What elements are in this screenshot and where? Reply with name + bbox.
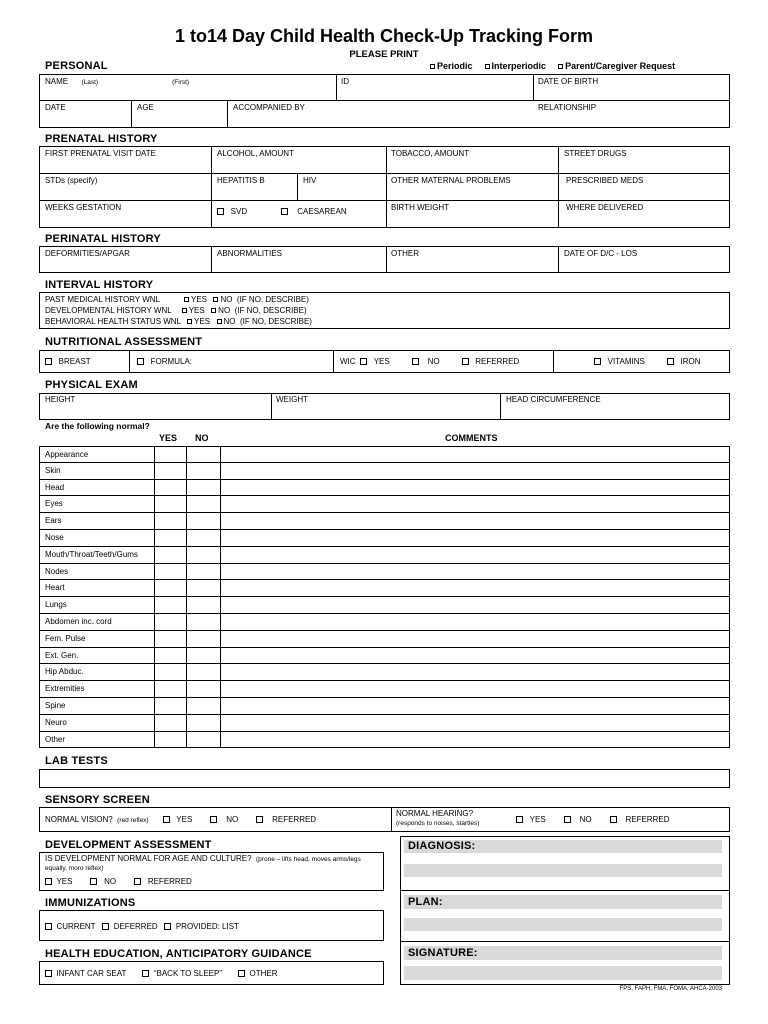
wic-no-checkbox[interactable] bbox=[412, 358, 419, 365]
wic-checkbox[interactable] bbox=[360, 358, 367, 365]
exam-yes-cell[interactable] bbox=[154, 580, 155, 596]
development-no-checkbox[interactable] bbox=[90, 878, 97, 885]
plan-label: PLAN: bbox=[408, 896, 443, 908]
where-delivered-label[interactable]: WHERE DELIVERED bbox=[566, 203, 644, 212]
formula-option: FORMULA: bbox=[137, 357, 192, 366]
exam-comment-cell[interactable] bbox=[220, 732, 221, 748]
name-field-label[interactable]: NAME (Last) (First) bbox=[45, 77, 190, 86]
car-seat-checkbox[interactable] bbox=[45, 970, 52, 977]
exam-no-cell[interactable] bbox=[186, 447, 187, 462]
abnormalities-label[interactable]: ABNORMALITIES bbox=[217, 249, 282, 258]
exam-no-cell[interactable] bbox=[186, 597, 187, 613]
exam-no-cell[interactable] bbox=[186, 681, 187, 697]
exam-no-cell[interactable] bbox=[186, 631, 187, 647]
vitamins-checkbox[interactable] bbox=[594, 358, 601, 365]
deferred-checkbox[interactable] bbox=[102, 923, 109, 930]
weight-label[interactable]: WEIGHT bbox=[276, 395, 308, 404]
education-options: INFANT CAR SEAT “BACK TO SLEEP” OTHER bbox=[45, 969, 277, 978]
exam-yes-cell[interactable] bbox=[154, 681, 155, 697]
exam-comment-cell[interactable] bbox=[220, 631, 221, 647]
exam-item-label: Nose bbox=[45, 533, 64, 542]
date-field-label[interactable]: DATE bbox=[45, 103, 66, 112]
exam-item-label: Skin bbox=[45, 465, 61, 475]
exam-item-label: Hip Abduc. bbox=[45, 667, 84, 677]
parent-request-label: Parent/Caregiver Request bbox=[565, 61, 676, 71]
dev-no-checkbox[interactable] bbox=[211, 308, 216, 313]
development-heading: DEVELOPMENT ASSESSMENT bbox=[45, 839, 212, 851]
prenatal-heading: PRENATAL HISTORY bbox=[45, 133, 158, 145]
lab-tests-field[interactable] bbox=[39, 769, 730, 788]
sensory-heading: SENSORY SCREEN bbox=[45, 794, 150, 806]
education-other-checkbox[interactable] bbox=[238, 970, 245, 977]
exam-item-label: Ears bbox=[45, 516, 62, 526]
current-checkbox[interactable] bbox=[45, 923, 52, 930]
hearing-no-checkbox[interactable] bbox=[564, 816, 571, 823]
vision-referred-checkbox[interactable] bbox=[256, 816, 263, 823]
exam-row bbox=[39, 715, 730, 732]
interperiodic-label: Interperiodic bbox=[491, 61, 547, 71]
exam-row bbox=[39, 614, 730, 631]
exam-comment-cell[interactable] bbox=[220, 447, 221, 462]
id-field-label[interactable]: ID bbox=[341, 77, 349, 86]
caesarean-label: CAESAREAN bbox=[297, 207, 347, 216]
back-to-sleep-checkbox[interactable] bbox=[142, 970, 149, 977]
dev-yes-checkbox[interactable] bbox=[182, 308, 187, 313]
exam-no-cell[interactable] bbox=[186, 664, 187, 680]
vision-yes-checkbox[interactable] bbox=[163, 816, 170, 823]
lab-tests-heading: LAB TESTS bbox=[45, 755, 108, 767]
exam-item-label: Fem. Pulse bbox=[45, 633, 86, 643]
exam-row bbox=[39, 496, 730, 513]
hiv-label[interactable]: HIV bbox=[303, 176, 317, 185]
visit-type-options bbox=[428, 61, 675, 71]
exam-row bbox=[39, 580, 730, 597]
exam-no-cell[interactable] bbox=[186, 496, 187, 512]
exam-item-label: Nodes bbox=[45, 566, 69, 576]
exam-row bbox=[39, 463, 730, 480]
exam-yes-cell[interactable] bbox=[154, 698, 155, 714]
exam-no-cell[interactable] bbox=[186, 715, 187, 731]
exam-row bbox=[39, 480, 730, 497]
svd-checkbox[interactable] bbox=[217, 208, 224, 215]
relationship-field-label[interactable]: RELATIONSHIP bbox=[538, 103, 597, 112]
exam-comment-cell[interactable] bbox=[220, 698, 221, 714]
exam-row bbox=[39, 681, 730, 698]
exam-no-cell[interactable] bbox=[186, 564, 187, 580]
immunization-options: CURRENT DEFERRED PROVIDED: LIST bbox=[45, 922, 239, 931]
exam-item-label: Spine bbox=[45, 701, 66, 710]
dob-field-label[interactable]: DATE OF BIRTH bbox=[538, 77, 599, 86]
exam-yes-cell[interactable] bbox=[154, 664, 155, 680]
exam-item-label: Neuro bbox=[45, 717, 67, 727]
exam-yes-cell[interactable] bbox=[154, 496, 155, 512]
exam-comment-cell[interactable] bbox=[220, 513, 221, 529]
vision-no-checkbox[interactable] bbox=[210, 816, 217, 823]
development-options: YES NO REFERRED bbox=[45, 877, 192, 886]
diagnosis-plan-panel bbox=[400, 836, 730, 985]
other-maternal-label[interactable]: OTHER MATERNAL PROBLEMS bbox=[391, 176, 511, 185]
exam-item-label: Head bbox=[45, 482, 65, 492]
yes-column-header: YES bbox=[159, 433, 178, 443]
iron-checkbox[interactable] bbox=[667, 358, 674, 365]
birth-weight-label[interactable]: BIRTH WEIGHT bbox=[391, 203, 450, 212]
exam-comment-cell[interactable] bbox=[220, 480, 221, 496]
age-field-label[interactable]: AGE bbox=[137, 103, 154, 112]
beh-yes-checkbox[interactable] bbox=[187, 319, 192, 324]
accompanied-field-label[interactable]: ACCOMPANIED BY bbox=[233, 103, 305, 112]
exam-comment-cell[interactable] bbox=[220, 564, 221, 580]
exam-no-cell[interactable] bbox=[186, 463, 187, 479]
plan-field[interactable] bbox=[404, 918, 722, 931]
exam-comment-cell[interactable] bbox=[220, 463, 221, 479]
exam-yes-cell[interactable] bbox=[154, 564, 155, 580]
hearing-options: YES NO REFERRED bbox=[516, 815, 669, 824]
exam-item-label: Lungs bbox=[45, 600, 67, 610]
form-title: 1 to14 Day Child Health Check-Up Tracking Form bbox=[174, 26, 594, 46]
interperiodic-checkbox[interactable] bbox=[485, 64, 490, 69]
development-referred-checkbox[interactable] bbox=[134, 878, 141, 885]
street-drugs-label[interactable]: STREET DRUGS bbox=[564, 149, 627, 158]
exam-row bbox=[39, 631, 730, 648]
exam-row bbox=[39, 446, 730, 463]
hearing-referred-checkbox[interactable] bbox=[610, 816, 617, 823]
head-circumference-label[interactable]: HEAD CIRCUMFERENCE bbox=[506, 395, 601, 404]
perinatal-other-label[interactable]: OTHER bbox=[391, 249, 419, 258]
exam-yes-cell[interactable] bbox=[154, 547, 155, 563]
stds-label[interactable]: STDs (specify) bbox=[45, 176, 98, 185]
development-question: IS DEVELOPMENT NORMAL FOR AGE AND CULTURE? (prone – lifts head, moves arms/legs bbox=[45, 854, 361, 863]
prescribed-meds-label[interactable]: PRESCRIBED MEDS bbox=[566, 176, 644, 185]
wic-referred-checkbox[interactable] bbox=[462, 358, 469, 365]
exam-comment-cell[interactable] bbox=[220, 530, 221, 546]
exam-comment-cell[interactable] bbox=[220, 547, 221, 563]
exam-yes-cell[interactable] bbox=[154, 513, 155, 529]
form-code: FPS, FAPH, FMA, FOMA, AHCA-2003 bbox=[619, 986, 722, 992]
behavioral-health-row: BEHAVIORAL HEALTH STATUS WNL YES NO (IF NO, DESCRIBE) bbox=[45, 317, 312, 326]
hearing-yes-checkbox[interactable] bbox=[516, 816, 523, 823]
exam-comment-cell[interactable] bbox=[220, 597, 221, 613]
svd-label: SVD bbox=[230, 207, 248, 216]
provided-checkbox[interactable] bbox=[164, 923, 171, 930]
exam-no-cell[interactable] bbox=[186, 648, 187, 664]
exam-no-cell[interactable] bbox=[186, 530, 187, 546]
exam-no-cell[interactable] bbox=[186, 480, 187, 496]
exam-no-cell[interactable] bbox=[186, 698, 187, 714]
exam-yes-cell[interactable] bbox=[154, 447, 155, 462]
formula-checkbox[interactable] bbox=[137, 358, 144, 365]
exam-comment-cell[interactable] bbox=[220, 664, 221, 680]
nutrition-heading: NUTRITIONAL ASSESSMENT bbox=[45, 336, 203, 348]
exam-row bbox=[39, 732, 730, 749]
exam-yes-cell[interactable] bbox=[154, 530, 155, 546]
signature-field[interactable] bbox=[404, 966, 722, 980]
exam-no-cell[interactable] bbox=[186, 547, 187, 563]
exam-yes-cell[interactable] bbox=[154, 732, 155, 748]
vitamins-iron-options: VITAMINS IRON bbox=[594, 357, 701, 366]
exam-item-label: Appearance bbox=[45, 450, 89, 459]
alcohol-label[interactable]: ALCOHOL, AMOUNT bbox=[217, 149, 294, 158]
perinatal-heading: PERINATAL HISTORY bbox=[45, 233, 161, 245]
weeks-gestation-label[interactable]: WEEKS GESTATION bbox=[45, 203, 122, 212]
exam-no-cell[interactable] bbox=[186, 614, 187, 630]
exam-no-cell[interactable] bbox=[186, 732, 187, 748]
interval-heading: INTERVAL HISTORY bbox=[45, 279, 154, 291]
exam-comment-cell[interactable] bbox=[220, 715, 221, 731]
immunizations-heading: IMMUNIZATIONS bbox=[45, 897, 136, 909]
development-yes-checkbox[interactable] bbox=[45, 878, 52, 885]
diagnosis-field[interactable] bbox=[404, 864, 722, 877]
no-column-header: NO bbox=[195, 433, 209, 443]
exam-row bbox=[39, 564, 730, 581]
exam-yes-cell[interactable] bbox=[154, 614, 155, 630]
personal-heading: PERSONAL bbox=[45, 60, 108, 72]
tobacco-label[interactable]: TOBACCO, AMOUNT bbox=[391, 149, 470, 158]
diagnosis-label: DIAGNOSIS: bbox=[408, 840, 476, 852]
signature-label: SIGNATURE: bbox=[408, 947, 478, 959]
exam-yes-cell[interactable] bbox=[154, 463, 155, 479]
date-dc-los-label[interactable]: DATE OF D/C - LOS bbox=[564, 249, 638, 258]
breast-checkbox[interactable] bbox=[45, 358, 52, 365]
exam-item-label: Mouth/Throat/Teeth/Gums bbox=[45, 549, 138, 559]
past-medical-row: PAST MEDICAL HISTORY WNL YES NO (IF NO, DESCRIBE) bbox=[45, 295, 309, 304]
periodic-checkbox[interactable] bbox=[430, 64, 435, 69]
breast-option: BREAST bbox=[45, 357, 91, 366]
exam-item-label: Ext. Gen. bbox=[45, 650, 79, 660]
exam-item-label: Other bbox=[45, 734, 66, 744]
exam-item-label: Extremities bbox=[45, 684, 85, 694]
comments-column-header: COMMENTS bbox=[445, 433, 498, 443]
past-no-checkbox[interactable] bbox=[213, 297, 218, 302]
exam-row bbox=[39, 547, 730, 564]
exam-comment-cell[interactable] bbox=[220, 580, 221, 596]
vision-row: NORMAL VISION? (red reflex) YES NO REFERRED bbox=[45, 815, 317, 824]
developmental-history-row: DEVELOPMENTAL HISTORY WNL YES NO (IF NO, DESCRIBE) bbox=[45, 306, 307, 315]
exam-comment-cell[interactable] bbox=[220, 496, 221, 512]
measurements-box bbox=[39, 393, 730, 420]
caesarean-checkbox[interactable] bbox=[281, 208, 288, 215]
exam-yes-cell[interactable] bbox=[154, 597, 155, 613]
development-note: equally, moro reflex) bbox=[45, 865, 104, 872]
exam-yes-cell[interactable] bbox=[154, 715, 155, 731]
parent-request-checkbox[interactable] bbox=[558, 64, 563, 69]
exam-comment-cell[interactable] bbox=[220, 681, 221, 697]
exam-row bbox=[39, 648, 730, 665]
exam-no-cell[interactable] bbox=[186, 513, 187, 529]
exam-row bbox=[39, 530, 730, 547]
exam-yes-cell[interactable] bbox=[154, 631, 155, 647]
physical-exam-heading: PHYSICAL EXAM bbox=[45, 379, 138, 391]
exam-row bbox=[39, 513, 730, 530]
exam-no-cell[interactable] bbox=[186, 580, 187, 596]
exam-comment-cell[interactable] bbox=[220, 614, 221, 630]
delivery-type-options bbox=[217, 207, 347, 216]
beh-no-checkbox[interactable] bbox=[217, 319, 222, 324]
wic-options: WIC YES NO REFERRED bbox=[340, 357, 520, 366]
exam-item-label: Eyes bbox=[45, 499, 63, 509]
periodic-label: Periodic bbox=[437, 61, 473, 71]
exam-item-label: Heart bbox=[45, 583, 65, 593]
exam-row bbox=[39, 597, 730, 614]
education-heading: HEALTH EDUCATION, ANTICIPATORY GUIDANCE bbox=[45, 948, 312, 960]
exam-comment-cell[interactable] bbox=[220, 648, 221, 664]
exam-row bbox=[39, 698, 730, 715]
hepatitis-b-label[interactable]: HEPATITIS B bbox=[217, 176, 265, 185]
exam-item-label: Abdomen inc. cord bbox=[45, 617, 112, 626]
past-yes-checkbox[interactable] bbox=[184, 297, 189, 302]
prenatal-box bbox=[39, 146, 730, 228]
exam-yes-cell[interactable] bbox=[154, 480, 155, 496]
normal-question: Are the following normal? bbox=[45, 421, 150, 431]
exam-row bbox=[39, 664, 730, 681]
please-print-note: PLEASE PRINT bbox=[349, 49, 419, 60]
first-prenatal-visit-label[interactable]: FIRST PRENATAL VISIT DATE bbox=[45, 149, 156, 158]
hearing-label: NORMAL HEARING? (responds to noises, startles) bbox=[396, 809, 480, 827]
exam-yes-cell[interactable] bbox=[154, 648, 155, 664]
height-label[interactable]: HEIGHT bbox=[45, 395, 76, 404]
deformities-apgar-label[interactable]: DEFORMITIES/APGAR bbox=[45, 249, 130, 258]
